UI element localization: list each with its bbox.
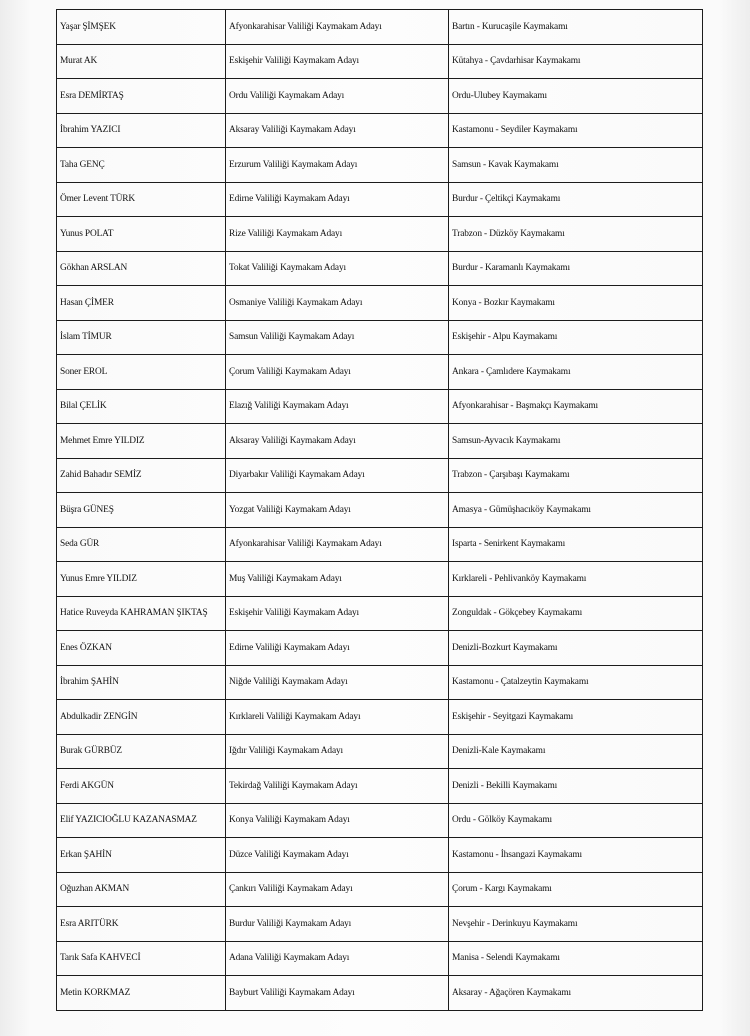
name-cell: Metin KORKMAZ xyxy=(57,976,226,1011)
new-post-cell: Burdur - Çeltikçi Kaymakamı xyxy=(449,182,703,217)
new-post-cell: Nevşehir - Derinkuyu Kaymakamı xyxy=(449,907,703,942)
name-cell: İbrahim YAZICI xyxy=(57,113,226,148)
current-post-cell: Eskişehir Valiliği Kaymakam Adayı xyxy=(226,596,449,631)
name-cell: Burak GÜRBÜZ xyxy=(57,734,226,769)
new-post-cell: Samsun - Kavak Kaymakamı xyxy=(449,148,703,183)
table-row xyxy=(57,493,703,528)
table-row xyxy=(57,113,703,148)
new-post-cell: Trabzon - Çarşıbaşı Kaymakamı xyxy=(449,458,703,493)
name-cell: Ferdi AKGÜN xyxy=(57,769,226,804)
new-post-cell: Amasya - Gümüşhacıköy Kaymakamı xyxy=(449,493,703,528)
current-post-cell: Elazığ Valiliği Kaymakam Adayı xyxy=(226,389,449,424)
current-post-cell: Rize Valiliği Kaymakam Adayı xyxy=(226,217,449,252)
table-row xyxy=(57,976,703,1011)
name-cell: Elif YAZICIOĞLU KAZANASMAZ xyxy=(57,803,226,838)
table-row xyxy=(57,803,703,838)
table-row xyxy=(57,217,703,252)
new-post-cell: Denizli-Bozkurt Kaymakamı xyxy=(449,631,703,666)
table-row xyxy=(57,79,703,114)
new-post-cell: Konya - Bozkır Kaymakamı xyxy=(449,286,703,321)
name-cell: Taha GENÇ xyxy=(57,148,226,183)
name-cell: Yunus Emre YILDIZ xyxy=(57,562,226,597)
table-row xyxy=(57,458,703,493)
name-cell: İslam TİMUR xyxy=(57,320,226,355)
new-post-cell: Samsun-Ayvacık Kaymakamı xyxy=(449,424,703,459)
table-row xyxy=(57,907,703,942)
new-post-cell: Kastamonu - Seydiler Kaymakamı xyxy=(449,113,703,148)
table-row xyxy=(57,355,703,390)
new-post-cell: Ordu - Gölköy Kaymakamı xyxy=(449,803,703,838)
name-cell: Abdulkadir ZENGİN xyxy=(57,700,226,735)
current-post-cell: Aksaray Valiliği Kaymakam Adayı xyxy=(226,424,449,459)
name-cell: Esra ARITÜRK xyxy=(57,907,226,942)
current-post-cell: Afyonkarahisar Valiliği Kaymakam Adayı xyxy=(226,10,449,45)
current-post-cell: Aksaray Valiliği Kaymakam Adayı xyxy=(226,113,449,148)
name-cell: Seda GÜR xyxy=(57,527,226,562)
table-row xyxy=(57,872,703,907)
table-row xyxy=(57,941,703,976)
appointment-table xyxy=(56,9,703,1011)
new-post-cell: Afyonkarahisar - Başmakçı Kaymakamı xyxy=(449,389,703,424)
current-post-cell: Muş Valiliği Kaymakam Adayı xyxy=(226,562,449,597)
table-row xyxy=(57,320,703,355)
new-post-cell: Eskişehir - Seyitgazi Kaymakamı xyxy=(449,700,703,735)
name-cell: Yaşar ŞİMŞEK xyxy=(57,10,226,45)
table-row xyxy=(57,10,703,45)
new-post-cell: Kırklareli - Pehlivanköy Kaymakamı xyxy=(449,562,703,597)
name-cell: İbrahim ŞAHİN xyxy=(57,665,226,700)
new-post-cell: Kütahya - Çavdarhisar Kaymakamı xyxy=(449,44,703,79)
name-cell: Hatice Ruveyda KAHRAMAN ŞIKTAŞ xyxy=(57,596,226,631)
name-cell: Büşra GÜNEŞ xyxy=(57,493,226,528)
name-cell: Murat AK xyxy=(57,44,226,79)
table-body xyxy=(57,10,703,1011)
current-post-cell: Adana Valiliği Kaymakam Adayı xyxy=(226,941,449,976)
current-post-cell: Niğde Valiliği Kaymakam Adayı xyxy=(226,665,449,700)
new-post-cell: Ordu-Ulubey Kaymakamı xyxy=(449,79,703,114)
table-row xyxy=(57,148,703,183)
name-cell: Gökhan ARSLAN xyxy=(57,251,226,286)
new-post-cell: Ankara - Çamlıdere Kaymakamı xyxy=(449,355,703,390)
current-post-cell: Samsun Valiliği Kaymakam Adayı xyxy=(226,320,449,355)
name-cell: Hasan ÇİMER xyxy=(57,286,226,321)
table-row xyxy=(57,527,703,562)
new-post-cell: Denizli-Kale Kaymakamı xyxy=(449,734,703,769)
new-post-cell: Eskişehir - Alpu Kaymakamı xyxy=(449,320,703,355)
current-post-cell: Konya Valiliği Kaymakam Adayı xyxy=(226,803,449,838)
current-post-cell: Yozgat Valiliği Kaymakam Adayı xyxy=(226,493,449,528)
name-cell: Tarık Safa KAHVECİ xyxy=(57,941,226,976)
name-cell: Mehmet Emre YILDIZ xyxy=(57,424,226,459)
name-cell: Ömer Levent TÜRK xyxy=(57,182,226,217)
table-row xyxy=(57,424,703,459)
new-post-cell: Kastamonu - İhsangazi Kaymakamı xyxy=(449,838,703,873)
name-cell: Yunus POLAT xyxy=(57,217,226,252)
name-cell: Esra DEMİRTAŞ xyxy=(57,79,226,114)
current-post-cell: Çorum Valiliği Kaymakam Adayı xyxy=(226,355,449,390)
name-cell: Zahid Bahadır SEMİZ xyxy=(57,458,226,493)
name-cell: Soner EROL xyxy=(57,355,226,390)
current-post-cell: Tokat Valiliği Kaymakam Adayı xyxy=(226,251,449,286)
table-row xyxy=(57,286,703,321)
new-post-cell: Kastamonu - Çatalzeytin Kaymakamı xyxy=(449,665,703,700)
name-cell: Erkan ŞAHİN xyxy=(57,838,226,873)
current-post-cell: Eskişehir Valiliği Kaymakam Adayı xyxy=(226,44,449,79)
table-row xyxy=(57,700,703,735)
table-row xyxy=(57,769,703,804)
current-post-cell: Kırklareli Valiliği Kaymakam Adayı xyxy=(226,700,449,735)
new-post-cell: Zonguldak - Gökçebey Kaymakamı xyxy=(449,596,703,631)
table-row xyxy=(57,182,703,217)
name-cell: Enes ÖZKAN xyxy=(57,631,226,666)
table-row xyxy=(57,251,703,286)
current-post-cell: Diyarbakır Valiliği Kaymakam Adayı xyxy=(226,458,449,493)
table-row xyxy=(57,562,703,597)
table-row xyxy=(57,389,703,424)
new-post-cell: Denizli - Bekilli Kaymakamı xyxy=(449,769,703,804)
name-cell: Bilal ÇELİK xyxy=(57,389,226,424)
current-post-cell: Edirne Valiliği Kaymakam Adayı xyxy=(226,631,449,666)
name-cell: Oğuzhan AKMAN xyxy=(57,872,226,907)
new-post-cell: Bartın - Kurucaşile Kaymakamı xyxy=(449,10,703,45)
current-post-cell: Iğdır Valiliği Kaymakam Adayı xyxy=(226,734,449,769)
table-row xyxy=(57,734,703,769)
table-row xyxy=(57,44,703,79)
table-row xyxy=(57,838,703,873)
new-post-cell: Manisa - Selendi Kaymakamı xyxy=(449,941,703,976)
new-post-cell: Çorum - Kargı Kaymakamı xyxy=(449,872,703,907)
new-post-cell: Aksaray - Ağaçören Kaymakamı xyxy=(449,976,703,1011)
current-post-cell: Osmaniye Valiliği Kaymakam Adayı xyxy=(226,286,449,321)
current-post-cell: Tekirdağ Valiliği Kaymakam Adayı xyxy=(226,769,449,804)
current-post-cell: Burdur Valiliği Kaymakam Adayı xyxy=(226,907,449,942)
new-post-cell: Isparta - Senirkent Kaymakamı xyxy=(449,527,703,562)
table-row xyxy=(57,596,703,631)
table-row xyxy=(57,631,703,666)
current-post-cell: Erzurum Valiliği Kaymakam Adayı xyxy=(226,148,449,183)
new-post-cell: Trabzon - Düzköy Kaymakamı xyxy=(449,217,703,252)
current-post-cell: Ordu Valiliği Kaymakam Adayı xyxy=(226,79,449,114)
new-post-cell: Burdur - Karamanlı Kaymakamı xyxy=(449,251,703,286)
current-post-cell: Afyonkarahisar Valiliği Kaymakam Adayı xyxy=(226,527,449,562)
table-row xyxy=(57,665,703,700)
current-post-cell: Düzce Valiliği Kaymakam Adayı xyxy=(226,838,449,873)
current-post-cell: Çankırı Valiliği Kaymakam Adayı xyxy=(226,872,449,907)
current-post-cell: Edirne Valiliği Kaymakam Adayı xyxy=(226,182,449,217)
current-post-cell: Bayburt Valiliği Kaymakam Adayı xyxy=(226,976,449,1011)
